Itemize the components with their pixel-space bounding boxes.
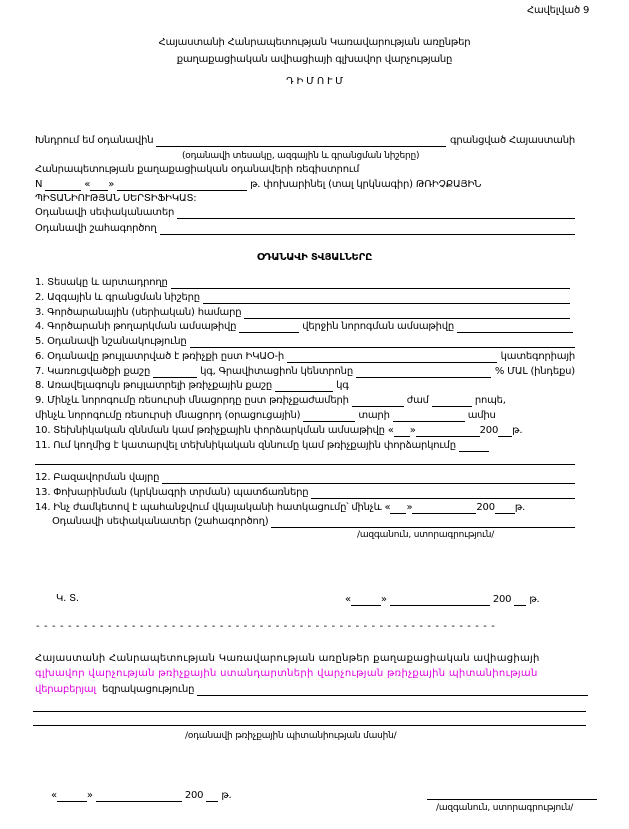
month-field[interactable] xyxy=(390,595,490,606)
quote: « xyxy=(345,594,351,605)
cg-field[interactable] xyxy=(356,367,491,378)
request-line-4: ՊԻՏԱՆԻՈՒԹՅԱՆ ՍԵՐՏԻՖԻԿԱՏ: xyxy=(35,193,197,204)
year-field[interactable] xyxy=(498,426,512,437)
day-field[interactable] xyxy=(394,426,410,437)
item-11 xyxy=(35,439,571,452)
year-suffix: թ. xyxy=(221,790,232,801)
year-prefix: 200 xyxy=(479,425,499,436)
item-label: 10. Տեխնիկական զննման կամ թռիչքային փորձարկման ամսաթիվը « xyxy=(35,425,394,436)
icao-category-field[interactable] xyxy=(287,352,497,363)
day-field[interactable] xyxy=(390,503,406,514)
operator-field[interactable] xyxy=(160,224,575,235)
item-9-line-1 xyxy=(35,394,575,407)
item-label: կատեգորիայի xyxy=(500,351,575,362)
request-text: գրանցված Հայաստանի xyxy=(449,135,575,146)
operator-row xyxy=(35,222,575,235)
month-field[interactable] xyxy=(96,791,182,802)
manufacture-date-field[interactable] xyxy=(239,322,299,333)
owner-field[interactable] xyxy=(177,208,575,219)
quote: » xyxy=(380,594,387,605)
bottom-signature-field[interactable] xyxy=(427,799,597,800)
year-prefix: 200 xyxy=(184,790,204,801)
conclusion-label: եզրակացությունը xyxy=(101,684,195,695)
item-label: 5. Օդանավի նշանակությունը xyxy=(35,336,187,347)
month-field[interactable] xyxy=(412,503,476,514)
month-field[interactable] xyxy=(117,180,247,191)
item-label: 14. Ինչ ժամկետով է պահանջվում վկայականի հատկացումը՝ մինչև « xyxy=(35,502,391,513)
item-5-field[interactable] xyxy=(190,337,575,348)
request-text: Խնդրում եմ օդանավին xyxy=(35,135,154,146)
item-label: 8. Առավելագույն թույլատրելի թռիչքային քաշը xyxy=(35,380,273,391)
last-repair-date-field[interactable] xyxy=(457,322,573,333)
quote: « xyxy=(51,790,57,801)
year-suffix: թ. xyxy=(529,594,540,605)
item-12 xyxy=(35,471,575,484)
item-label: ամիս xyxy=(467,410,496,421)
bottom-date-row xyxy=(51,789,266,802)
request-line-3 xyxy=(35,178,575,191)
item-3-field[interactable] xyxy=(244,308,570,319)
item-10 xyxy=(35,424,575,437)
empty-weight-field[interactable] xyxy=(153,367,197,378)
years-field[interactable] xyxy=(303,411,355,422)
item-label: 11. Ում կողմից է կատարվել տեխնիկական զննումը կամ թռիչքային փորձարկումը xyxy=(35,440,456,451)
item-2 xyxy=(35,291,570,304)
cut-line: - - - - - - - - - - - - - - - - - - - - - - - - - - - - - - - - - - - - - - - - - - - - - - - - - - - - - - - - - - xyxy=(36,621,496,632)
conclusion-field[interactable] xyxy=(197,685,588,696)
request-text: թ. փոխարինել (տալ կրկնագիր) ԹՌԻՉՔԱՅԻՆ xyxy=(250,179,482,190)
quote: » xyxy=(108,179,115,190)
aircraft-field-hint: (օդանավի տեսակը, ազգային և գրանցման նիշերը) xyxy=(182,151,420,161)
item-11-continuation-line[interactable] xyxy=(35,464,575,465)
item-8 xyxy=(35,379,415,392)
item-1-field[interactable] xyxy=(171,278,570,289)
bottom-signature-hint: /ազգանուն, ստորագրություն/ xyxy=(436,803,574,813)
quote: « xyxy=(84,179,91,190)
item-label: րոպե, xyxy=(474,395,506,406)
item-label: % ՄԱԼ (ինդեքս) xyxy=(494,366,575,377)
date-row xyxy=(345,593,555,606)
operator-label: Օդանավի շահագործող xyxy=(35,223,157,234)
item-13 xyxy=(35,486,575,499)
owner-operator-row xyxy=(52,515,575,528)
item-label: 7. Կառուցվածքի քաշը xyxy=(35,366,151,377)
year-prefix: 200 xyxy=(476,502,495,513)
conclusion-line-extra-1[interactable] xyxy=(33,711,586,712)
owner-row xyxy=(35,206,575,219)
year-field[interactable] xyxy=(514,595,526,606)
month-field[interactable] xyxy=(416,426,480,437)
hours-field[interactable] xyxy=(352,396,404,407)
year-field[interactable] xyxy=(206,791,218,802)
owner-label: Օդանավի սեփականատեր xyxy=(35,207,175,218)
number-field[interactable] xyxy=(45,180,81,191)
addressee-line-1: Հայաստանի Հանրապետության Կառավարության առընթեր xyxy=(158,37,471,48)
item-5 xyxy=(35,335,575,348)
aircraft-field[interactable] xyxy=(156,136,446,147)
item-12-field[interactable] xyxy=(162,473,575,484)
request-line-1 xyxy=(35,134,575,147)
item-label: 4. Գործարանի թողարկման ամսաթիվը xyxy=(35,321,237,332)
section-title: ՕԴԱՆԱՎԻ ՏՎՅԱԼՆԵՐԸ xyxy=(256,252,373,263)
months-field[interactable] xyxy=(393,411,465,422)
item-label: կգ, Գրավիտացիոն կենտրոնը xyxy=(200,366,353,377)
day-field[interactable] xyxy=(90,180,108,191)
owner-operator-label: Օդանավի սեփականատեր (շահագործող) xyxy=(52,516,269,527)
quote: » xyxy=(406,502,413,513)
item-label: կգ xyxy=(336,380,349,391)
conclusion-hint: /օդանավի թռիչքային պիտանիության մասին/ xyxy=(185,731,397,741)
item-1 xyxy=(35,276,570,289)
item-label: վերջին նորոգման ամսաթիվը xyxy=(302,321,455,332)
conclusion-line-3 xyxy=(35,683,588,696)
minutes-field[interactable] xyxy=(432,396,472,407)
item-7 xyxy=(35,365,575,378)
conclusion-line-2: գլխավոր վարչության թռիչքային ստանդարտների վարչության թռիչքային պիտանիության xyxy=(35,668,538,679)
stamp-label: Կ. Տ. xyxy=(56,593,79,604)
item-4 xyxy=(35,320,573,333)
number-label: N xyxy=(35,179,43,190)
item-label: 13. Փոխարինման (կրկնագրի տրման) պատճառները xyxy=(35,487,309,498)
item-label: տարի xyxy=(358,410,390,421)
day-field[interactable] xyxy=(351,595,381,606)
item-label: ժամ xyxy=(406,395,429,406)
item-2-field[interactable] xyxy=(203,293,570,304)
item-label: մինչև նորոգումը ռեսուրսի մնացորդ (օրացուցային) xyxy=(35,410,301,421)
item-9-line-2 xyxy=(35,409,575,422)
item-13-field[interactable] xyxy=(311,488,575,499)
addressee-line-2: քաղաքացիական ավիացիայի գլխավոր վարչությանը xyxy=(176,54,453,65)
quote: » xyxy=(409,425,416,436)
item-label: 2. Ազգային և գրանցման նիշերը xyxy=(35,292,200,303)
item-label: 9. Մինչև նորոգումը ռեսուրսի մնացորդը ըստ թռիչքաժամերի xyxy=(35,395,349,406)
item-label: 3. Գործարանային (սերիական) համարը xyxy=(35,307,242,318)
annex-label: Հավելված 9 xyxy=(527,5,590,16)
owner-operator-field[interactable] xyxy=(271,517,575,528)
day-field[interactable] xyxy=(57,791,87,802)
conclusion-line-1: Հայաստանի Հանրապետության Կառավարության առընթեր քաղաքացիական ավիացիայի xyxy=(35,653,540,664)
year-suffix: թ. xyxy=(512,425,523,436)
item-14 xyxy=(35,501,580,514)
max-weight-field[interactable] xyxy=(275,381,333,392)
year-prefix: 200 xyxy=(492,594,512,605)
conclusion-highlight: վերաբերյալ xyxy=(35,684,96,695)
item-6 xyxy=(35,350,575,363)
item-label: 12. Բազավորման վայրը xyxy=(35,472,160,483)
item-label: 6. Օդանավը թույլատրված է թռիչքի ըստ ԻԿԱՕ-ի xyxy=(35,351,285,362)
signature-hint: /ազգանուն, ստորագրություն/ xyxy=(357,530,495,540)
document-title: Դ Ի Մ Ո Ւ Մ xyxy=(286,76,343,87)
year-field[interactable] xyxy=(495,503,515,514)
item-11-field[interactable] xyxy=(459,441,489,452)
request-line-2: Հանրապետության քաղաքացիական օդանավերի ռեգիստրում xyxy=(35,164,360,175)
item-label: 1. Տեսակը և արտադրողը xyxy=(35,277,168,288)
item-3 xyxy=(35,306,570,319)
quote: » xyxy=(86,790,93,801)
year-suffix: թ. xyxy=(514,502,526,513)
conclusion-line-extra-2[interactable] xyxy=(33,725,586,726)
